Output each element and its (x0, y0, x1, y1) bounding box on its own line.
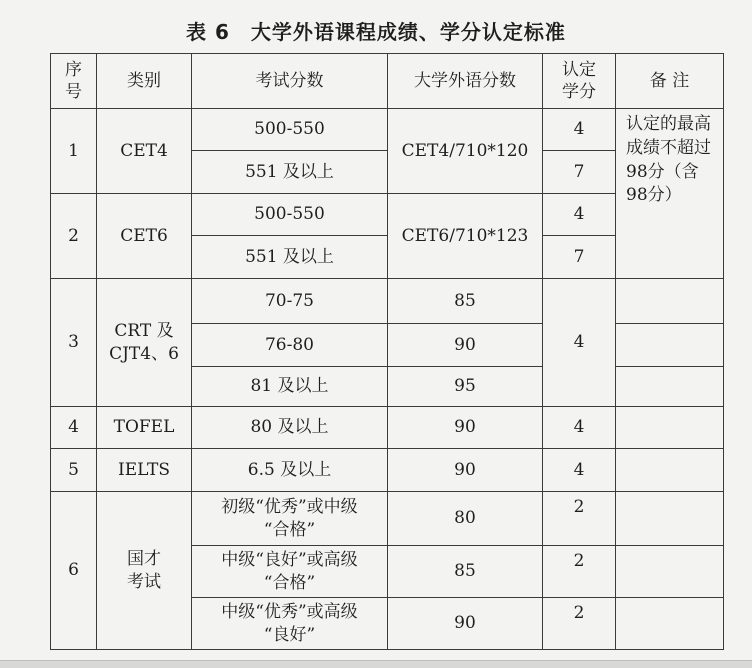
table-row (51, 279, 724, 324)
converted-cell: 90 (388, 598, 543, 650)
converted-cell: 85 (388, 279, 543, 324)
converted-cell: 90 (388, 407, 543, 449)
converted-cell: 80 (388, 492, 543, 546)
seq-cell: 6 (51, 492, 97, 650)
header-score: 考试分数 (192, 54, 388, 109)
note-cell-empty (616, 546, 724, 598)
note-cell-empty (616, 449, 724, 492)
score-cell: 70-75 (192, 279, 388, 324)
header-seq: 序 号 (51, 54, 97, 109)
converted-cell: 90 (388, 449, 543, 492)
note-cell-empty (616, 279, 724, 324)
converted-cell: CET4/710*120 (388, 109, 543, 194)
seq-cell: 1 (51, 109, 97, 194)
credit-cell: 4 (543, 194, 616, 236)
score-cell: 551 及以上 (192, 236, 388, 279)
score-cell: 500-550 (192, 109, 388, 151)
seq-cell: 4 (51, 407, 97, 449)
category-cell: TOFEL (97, 407, 192, 449)
table-row (51, 407, 724, 449)
credit-cell: 4 (543, 449, 616, 492)
seq-cell: 3 (51, 279, 97, 407)
note-cell: 认定的最高成绩不超过98分（含98分） (616, 109, 724, 279)
category-cell: IELTS (97, 449, 192, 492)
credit-cell: 4 (543, 109, 616, 151)
converted-cell: 85 (388, 546, 543, 598)
header-converted: 大学外语分数 (388, 54, 543, 109)
converted-cell: 95 (388, 367, 543, 407)
header-credit: 认定 学分 (543, 54, 616, 109)
seq-cell: 2 (51, 194, 97, 279)
credit-cell: 4 (543, 407, 616, 449)
category-cell: CRT 及 CJT4、6 (97, 279, 192, 407)
header-note: 备 注 (616, 54, 724, 109)
note-cell-empty (616, 407, 724, 449)
score-cell: 81 及以上 (192, 367, 388, 407)
score-cell: 500-550 (192, 194, 388, 236)
credit-cell: 4 (543, 279, 616, 407)
note-cell-empty (616, 492, 724, 546)
credit-cell: 2 (543, 598, 616, 650)
header-row (51, 54, 724, 109)
credit-cell: 7 (543, 236, 616, 279)
score-cell: 中级“良好”或高级 “合格” (192, 546, 388, 598)
table-row (51, 109, 724, 151)
table-row (51, 492, 724, 546)
converted-cell: 90 (388, 324, 543, 367)
note-cell-empty (616, 324, 724, 367)
table-title: 表 6 大学外语课程成绩、学分认定标准 (186, 20, 566, 44)
score-cell: 80 及以上 (192, 407, 388, 449)
category-cell: CET4 (97, 109, 192, 194)
header-category: 类别 (97, 54, 192, 109)
score-cell: 初级“优秀”或中级 “合格” (192, 492, 388, 546)
credit-cell: 2 (543, 492, 616, 546)
note-cell-empty (616, 367, 724, 407)
category-cell: 国才 考试 (97, 492, 192, 650)
score-cell: 551 及以上 (192, 151, 388, 194)
credit-cell: 7 (543, 151, 616, 194)
category-cell: CET6 (97, 194, 192, 279)
score-cell: 6.5 及以上 (192, 449, 388, 492)
score-cell: 76-80 (192, 324, 388, 367)
converted-cell: CET6/710*123 (388, 194, 543, 279)
seq-cell: 5 (51, 449, 97, 492)
score-cell: 中级“优秀”或高级 “良好” (192, 598, 388, 650)
note-cell-empty (616, 598, 724, 650)
table-row (51, 449, 724, 492)
credit-standard-table (50, 53, 724, 650)
credit-cell: 2 (543, 546, 616, 598)
